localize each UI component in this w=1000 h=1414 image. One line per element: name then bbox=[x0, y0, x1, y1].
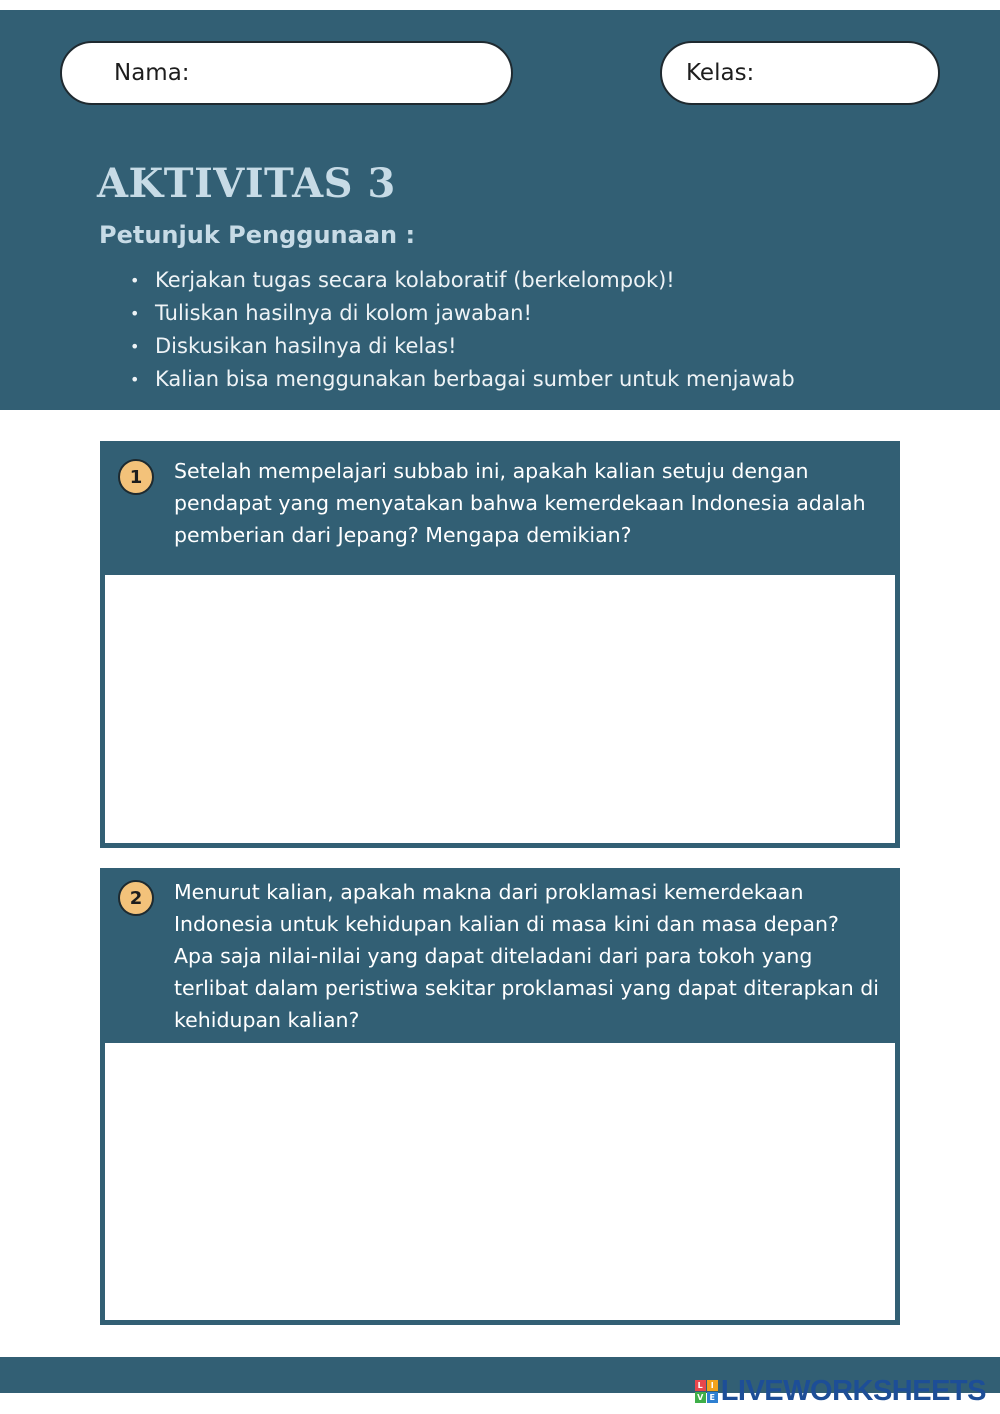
question-1-card bbox=[100, 441, 900, 848]
instructions-list bbox=[130, 264, 795, 396]
name-label: Nama: bbox=[114, 60, 190, 86]
instructions-heading: Petunjuk Penggunaan : bbox=[99, 221, 416, 249]
name-field[interactable] bbox=[60, 41, 513, 105]
class-label: Kelas: bbox=[686, 60, 755, 86]
question-1-text: Setelah mempelajari subbab ini, apakah kalian setuju dengan pendapat yang menyatakan bahwa kemerdekaan Indonesia adalah pemberian dari Jepang? Mengapa demikian? bbox=[174, 459, 866, 547]
liveworksheets-logo-icon: L I V E bbox=[695, 1380, 718, 1403]
instruction-item: • Tuliskan hasilnya di kolom jawaban! bbox=[130, 297, 795, 330]
question-2-card bbox=[100, 868, 900, 1325]
instruction-item: • Diskusikan hasilnya di kelas! bbox=[130, 330, 795, 363]
page-title: AKTIVITAS 3 bbox=[97, 160, 396, 207]
liveworksheets-text: LIVEWORKSHEETS bbox=[720, 1375, 986, 1407]
class-field[interactable] bbox=[660, 41, 940, 105]
answer-1-input[interactable] bbox=[105, 575, 895, 843]
question-1-number-badge: 1 bbox=[118, 459, 154, 495]
answer-2-input[interactable] bbox=[105, 1043, 895, 1320]
liveworksheets-watermark bbox=[695, 1375, 986, 1408]
instruction-item: • Kalian bisa menggunakan berbagai sumber untuk menjawab bbox=[130, 363, 795, 396]
question-2-text: Menurut kalian, apakah makna dari proklamasi kemerdekaan Indonesia untuk kehidupan kalian di masa kini dan masa depan? Apa saja nilai-nilai yang dapat diteladani dari para tokoh yang terlibat dalam peristiwa sekitar proklamasi yang dapat diterapkan di kehidupan kalian? bbox=[174, 880, 879, 1032]
instruction-item: • Kerjakan tugas secara kolaboratif (berkelompok)! bbox=[130, 264, 795, 297]
question-2-number-badge: 2 bbox=[118, 880, 154, 916]
